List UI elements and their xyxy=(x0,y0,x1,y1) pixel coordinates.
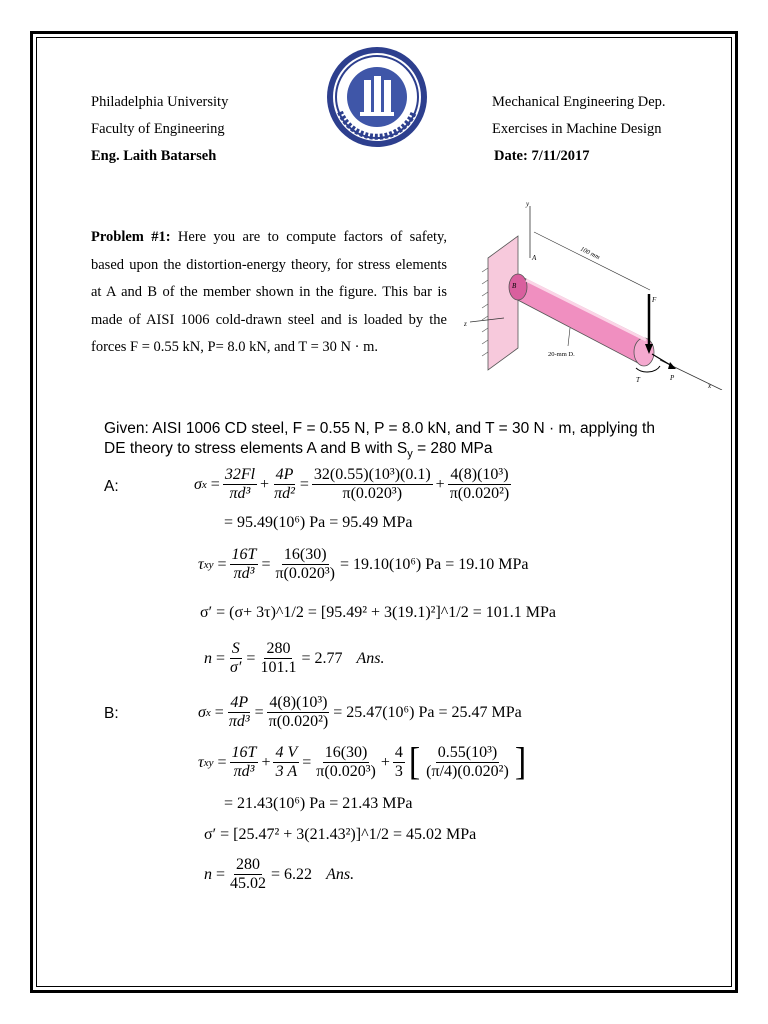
frac-den: 3 A xyxy=(275,763,298,780)
torque-t-label: T xyxy=(636,376,640,384)
given-line-2-sub: y xyxy=(407,448,413,461)
problem-heading: Problem #1: xyxy=(91,229,171,245)
answer-marker: Ans. xyxy=(356,649,385,667)
eq-sym: σ xyxy=(194,475,202,493)
given-line-2 xyxy=(104,439,684,464)
eq-b-tau-xy-result: = 21.43(10⁶) Pa = 21.43 MPa xyxy=(224,795,413,812)
frac-den: π(0.020²) xyxy=(268,713,329,730)
given-line-1: Given: AISI 1006 CD steel, F = 0.55 N, P = 8.0 kN, and T = 30 N · m, applying th xyxy=(104,420,655,437)
frac-num: 4(8)(10³) xyxy=(269,694,328,711)
eq-b-safety-factor: n = $\frac{280}{45.02}$ = 6.22 Ans. xyxy=(204,856,355,892)
eq-result: = 19.10(10⁶) Pa = 19.10 MPa xyxy=(340,555,529,573)
frac-den: π(0.020³) xyxy=(342,485,403,502)
frac-num: 4 xyxy=(394,744,403,761)
eq-sub: x xyxy=(201,478,207,491)
university-name: Philadelphia University xyxy=(91,94,229,110)
eq-a-von-mises xyxy=(200,604,556,622)
force-f-label: F xyxy=(652,296,657,304)
frac-num: 4 V xyxy=(275,744,298,761)
frac-num: S xyxy=(231,640,240,657)
element-b-label: B: xyxy=(104,705,119,722)
answer-marker: Ans. xyxy=(326,865,355,883)
eq-a-sigma-x: σ x = $\frac{32Fl}{\text{πd³}}$ + $\frac{4P}{\text{πd²}}$ = $\frac{\text{32(0.55)(10³)(0.1)}}{\text{π(0.020³)}}$ + $\frac{\text{4(8)(10³)}}{\text{π(0.020²)}}$ xyxy=(194,466,510,502)
problem-text: Here you are to compute factors of safety, based upon the distortion-energy theory, for stress elements at A and B of the member shown in the figure. This bar is made of AISI 1006 cold-drawn steel and is loaded by the forces F = 0.55 kN, P= 8.0 kN, and T = 30 N · m. xyxy=(91,229,447,355)
frac-num: 4P xyxy=(275,466,294,483)
frac-den: π(0.020³) xyxy=(275,565,335,582)
frac-num: 32(0.55)(10³)(0.1) xyxy=(313,466,431,483)
eq-result: = 25.47(10⁶) Pa = 25.47 MPa xyxy=(333,703,522,721)
frac-num: 16(30) xyxy=(283,546,327,563)
frac-num: 4P xyxy=(230,694,249,711)
frac-den: 45.02 xyxy=(230,875,267,892)
frac-den: 101.1 xyxy=(260,659,297,676)
frac-num: 32Fl xyxy=(224,466,256,483)
eq-part: )^1/2 = [95.49² + 3(19.1)²]^1/2 = 101.1 MPa xyxy=(270,604,556,621)
eq-a-safety-factor: n = $\frac{S}{\sigma'}$ = $\frac{280}{101.1}$ = 2.77 Ans. xyxy=(204,640,385,676)
eq-b-tau-xy: τ xy = $\frac{16T}{\text{πd³}}$ + $\frac{4 V}{3 A}$ = $\frac{16(30)}{\text{π(0.020³)}}$ + $\frac{4}{3}$ [ $\frac{\text{0.55(10³)}}{\text{(π/4)(0.020²)}}$ ] xyxy=(198,740,527,784)
frac-num: 16(30) xyxy=(324,744,368,761)
eq-sym: τ xyxy=(198,555,204,573)
eq-a-tau-xy: τ xy = $\frac{16T}{\text{πd³}}$ = $\frac{16(30)}{\text{π(0.020³)}}$ = 19.10(10⁶) Pa = 19.10 MPa xyxy=(198,546,529,582)
point-b-label: B xyxy=(512,282,517,290)
frac-den: (π/4)(0.020²) xyxy=(426,763,509,780)
eq-part: + 3τ xyxy=(243,604,271,621)
course-name: Exercises in Machine Design xyxy=(492,121,662,137)
frac-num: 0.55(10³) xyxy=(437,744,498,761)
frac-num: 4(8)(10³) xyxy=(450,466,509,483)
given-line-2-text: DE theory to stress elements A and B with S xyxy=(104,440,408,457)
frac-den: πd³ xyxy=(233,565,255,582)
date: Date: 7/11/2017 xyxy=(494,148,590,164)
x-axis-label: x xyxy=(708,382,712,390)
problem-statement xyxy=(91,224,447,362)
eq-a-sigma-x-result: = 95.49(10⁶) Pa = 95.49 MPa xyxy=(224,514,413,531)
y-axis-label: y xyxy=(526,200,530,208)
page-border-inner xyxy=(36,37,732,987)
frac-num: 280 xyxy=(236,856,261,873)
diameter-label: 20-mm D. xyxy=(548,351,575,358)
given-statement xyxy=(104,419,684,464)
frac-num: 280 xyxy=(266,640,291,657)
frac-den: π(0.020²) xyxy=(449,485,510,502)
faculty-name: Faculty of Engineering xyxy=(91,121,225,137)
frac-num: 16T xyxy=(231,744,257,761)
eq-b-sigma-x: σ x = $\frac{4P}{\text{πd³}}$ = $\frac{\text{4(8)(10³)}}{\text{π(0.020²)}}$ = 25.47(10⁶) Pa = 25.47 MPa xyxy=(198,694,522,730)
department-name: Mechanical Engineering Dep. xyxy=(492,94,666,110)
given-line-2-end: = 280 MPa xyxy=(412,440,493,457)
frac-den: 3 xyxy=(394,763,403,780)
instructor-name: Eng. Laith Batarseh xyxy=(91,148,217,164)
university-logo xyxy=(326,46,428,148)
point-a-label: A xyxy=(532,254,537,262)
frac-num: 16T xyxy=(231,546,257,563)
z-axis-label: z xyxy=(464,320,467,328)
frac-den: πd³ xyxy=(229,485,251,502)
frac-den: πd² xyxy=(274,485,295,502)
eq-result: = 2.77 xyxy=(301,649,343,667)
frac-den: πd³ xyxy=(228,713,250,730)
frac-den: π(0.020³) xyxy=(316,763,376,780)
force-p-label: P xyxy=(670,374,675,382)
length-dimension: 100 mm xyxy=(579,245,601,262)
eq-b-von-mises: σ′ = [25.47² + 3(21.43²)]^1/2 = 45.02 MPa xyxy=(204,826,477,843)
eq-result: = 6.22 xyxy=(271,865,313,883)
frac-den: σ′ xyxy=(230,659,242,676)
eq-part: σ′ = (σ xyxy=(200,604,244,621)
frac-den: πd³ xyxy=(233,763,255,780)
cantilever-bar-figure xyxy=(460,198,728,390)
element-a-label: A: xyxy=(104,478,119,495)
eq-sub: xy xyxy=(203,558,214,571)
